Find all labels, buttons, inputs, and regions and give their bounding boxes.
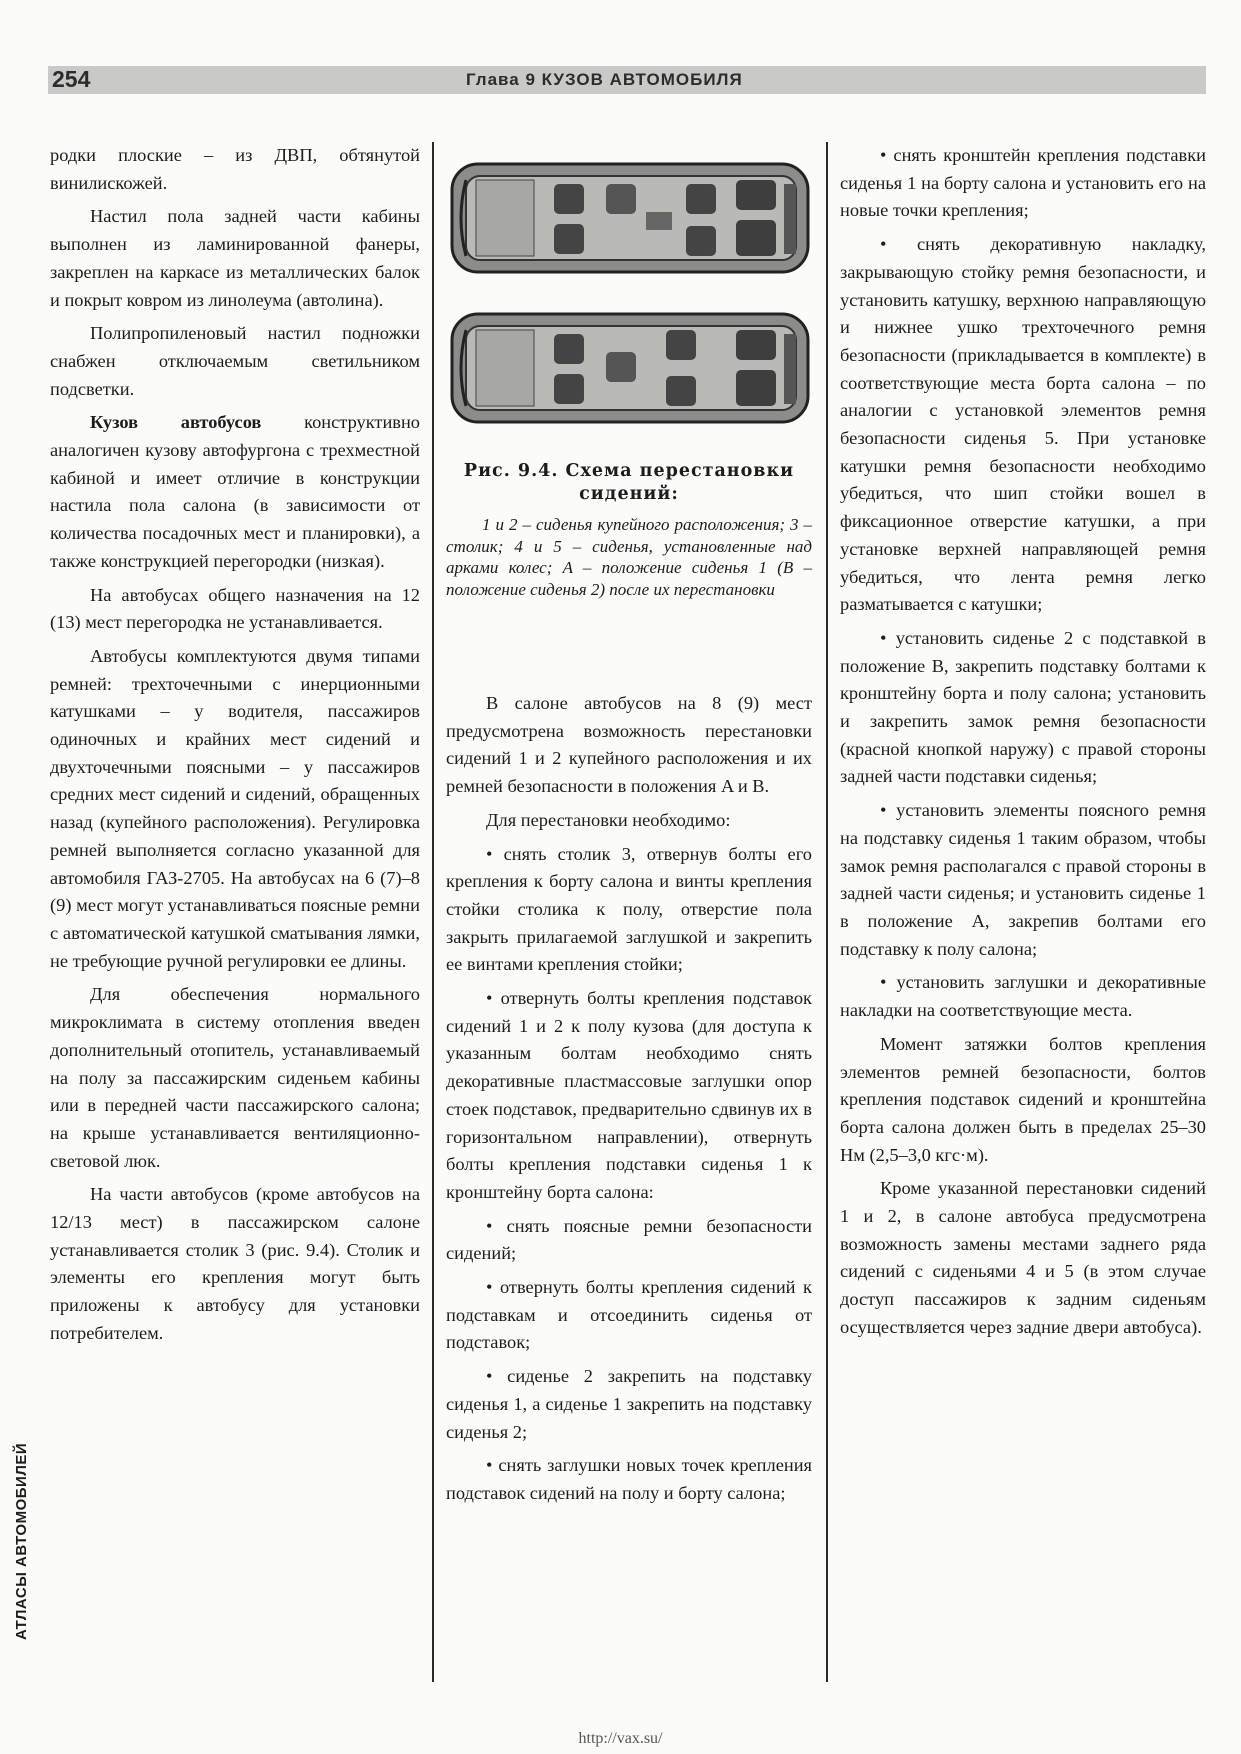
column-divider-left xyxy=(432,142,434,1682)
paragraph: В салоне автобусов на 8 (9) мест предусмотрена возможность перестановки сидений 1 и 2 купейного расположения и их ремней безопасности в положения A и B. xyxy=(446,693,812,797)
figure-caption xyxy=(446,460,812,600)
figure-van-seating-before xyxy=(446,150,816,285)
list-item: • сиденье 2 закрепить на подставку сиденья 1, а сиденье 1 закрепить на подставку сиденья 2; xyxy=(446,1363,812,1446)
text-column-1 xyxy=(50,142,420,1354)
chapter-title: Глава 9 КУЗОВ АВТОМОБИЛЯ xyxy=(466,70,743,89)
text-column-3 xyxy=(840,142,1206,1348)
footer-url: http://vax.su/ xyxy=(578,1730,663,1747)
paragraph: Для перестановки необходимо: xyxy=(486,809,731,830)
page-number: 254 xyxy=(52,66,91,92)
paragraph: Для обеспечения нормального микроклимата в систему отопления введен дополнительный отопитель, устанавливаемый на полу за пассажирским сиденьем кабины или в передней части пассажирского салона; на крыше устанавливается вентиляционно-световой люк. xyxy=(50,984,420,1171)
list-item: • установить заглушки и декоративные накладки на соответствующие места. xyxy=(840,969,1206,1024)
list-item: • снять декоративную накладку, закрывающую стойку ремня безопасности, и установить катушку, верхнюю направляющую и нижнее ушко трехточечного ремня безопасности (прикладывается в комплекте) в соответствующие места борта салона – по аналогии с установкой элементов ремня безопасности сиденья 5. При установке катушки ремня безопасности необходимо убедиться, что шип стойки вошел в фиксационное отверстие катушки, а при установке верхней направляющей ремня убедиться, что лента ремня легко разматывается с катушки; xyxy=(840,231,1206,619)
paragraph xyxy=(50,409,420,575)
list-item: • снять столик 3, отвернув болты его крепления к борту салона и винты крепления стойки столика к полу, отверстие пола закрыть прилагаемой заглушкой и закрепить ее винтами крепления стойки; xyxy=(446,841,812,980)
column-divider-right xyxy=(826,142,828,1682)
paragraph: На автобусах общего назначения на 12 (13) мест перегородка не устанавливается. xyxy=(50,584,420,633)
list-item: • отвернуть болты крепления подставок сидений 1 и 2 к полу кузова (для доступа к указанным болтам необходимо снять декоративные пластмассовые заглушки опор стоек подставок, предварительно сдвинув их в горизонтальном направлении), отвернуть болты крепления подставки сиденья 1 к кронштейну борта салона: xyxy=(446,985,812,1207)
paragraph: Полипропиленовый настил подножки снабжен отключаемым светильником подсветки. xyxy=(50,323,420,399)
figure-caption-legend: 1 и 2 – сиденья купейного расположения; 3 – столик; 4 и 5 – сиденья, установленные над арками колес; A – положение сиденья 1 (B – положение сиденья 2) после их перестановки xyxy=(446,515,812,599)
paragraph: Момент затяжки болтов крепления элементов ремней безопасности, болтов крепления подставок сидений и кронштейна борта салона должен быть в пределах 25–30 Нм (2,5–3,0 кгс·м). xyxy=(840,1033,1206,1165)
list-item: • установить сиденье 2 с подставкой в положение B, закрепить подставку болтами к кронштейну борта и полу салона; установить и закрепить замок ремня безопасности (красной кнопкой наружу) с правой стороны задней части подставки сиденья; xyxy=(840,625,1206,791)
text-column-2 xyxy=(446,690,812,1514)
figure-van-seating-after xyxy=(446,300,816,435)
list-item: • отвернуть болты крепления сидений к подставкам и отсоединить сиденья от подставок; xyxy=(446,1274,812,1357)
list-item: • снять кронштейн крепления подставки сиденья 1 на борту салона и установить его на новые точки крепления; xyxy=(840,142,1206,225)
list-item: • снять заглушки новых точек крепления подставок сидений на полу и борту салона; xyxy=(446,1452,812,1507)
paragraph: Кроме указанной перестановки сидений 1 и 2, в салоне автобуса предусмотрена возможность замены местами заднего ряда сидений с сиденьями 4 и 5 (в этом случае доступ пассажиров к задним сиденьям осуществляется через задние двери автобуса). xyxy=(840,1178,1206,1337)
list-item: • установить элементы поясного ремня на подставку сиденья 1 таким образом, чтобы замок ремня располагался с правой стороны в задней части сиденья; и установить сиденье 1 в положение A, закрепив болтами его подставку к полу салона; xyxy=(840,797,1206,963)
paragraph: родки плоские – из ДВП, обтянутой винилискожей. xyxy=(50,145,420,193)
paragraph: Настил пола задней части кабины выполнен из ламинированной фанеры, закреплен на каркасе из металлических балок и покрыт ковром из линолеума (автолина). xyxy=(50,206,420,310)
paragraph: На части автобусов (кроме автобусов на 12/13 мест) в пассажирском салоне устанавливается столик 3 (рис. 9.4). Столик и элементы его крепления могут быть приложены к автобусу для установки потребителем. xyxy=(50,1184,420,1343)
figure-caption-title: Рис. 9.4. Схема перестановки сидений: xyxy=(463,461,795,504)
paragraph-text: конструктивно аналогичен кузову автофургона с трехместной кабиной и имеет отличие в конструкции настила пола салона (в зависимости от количества посадочных мест и планировки), а также конструкцией перегородки (низкая). xyxy=(50,412,421,571)
side-label: АТЛАСЫ АВТОМОБИЛЕЙ xyxy=(13,1442,30,1640)
list-item: • снять поясные ремни безопасности сидений; xyxy=(446,1213,812,1268)
bold-term: Кузов автобусов xyxy=(90,412,262,433)
paragraph: Автобусы комплектуются двумя типами ремней: трехточечными с инерционными катушками – у водителя, пассажиров одиночных и крайних мест сидений и двухточечными поясными – у пассажиров средних мест сидений и сидений, обращенных назад (купейного расположения). Регулировка ремней выполняется согласно указанной для автомобиля ГАЗ-2705. На автобусах на 6 (7)–8 (9) мест могут устанавливаться поясные ремни с автоматической катушкой сматывания лямки, не требующие ручной регулировки ее длины. xyxy=(50,645,420,971)
